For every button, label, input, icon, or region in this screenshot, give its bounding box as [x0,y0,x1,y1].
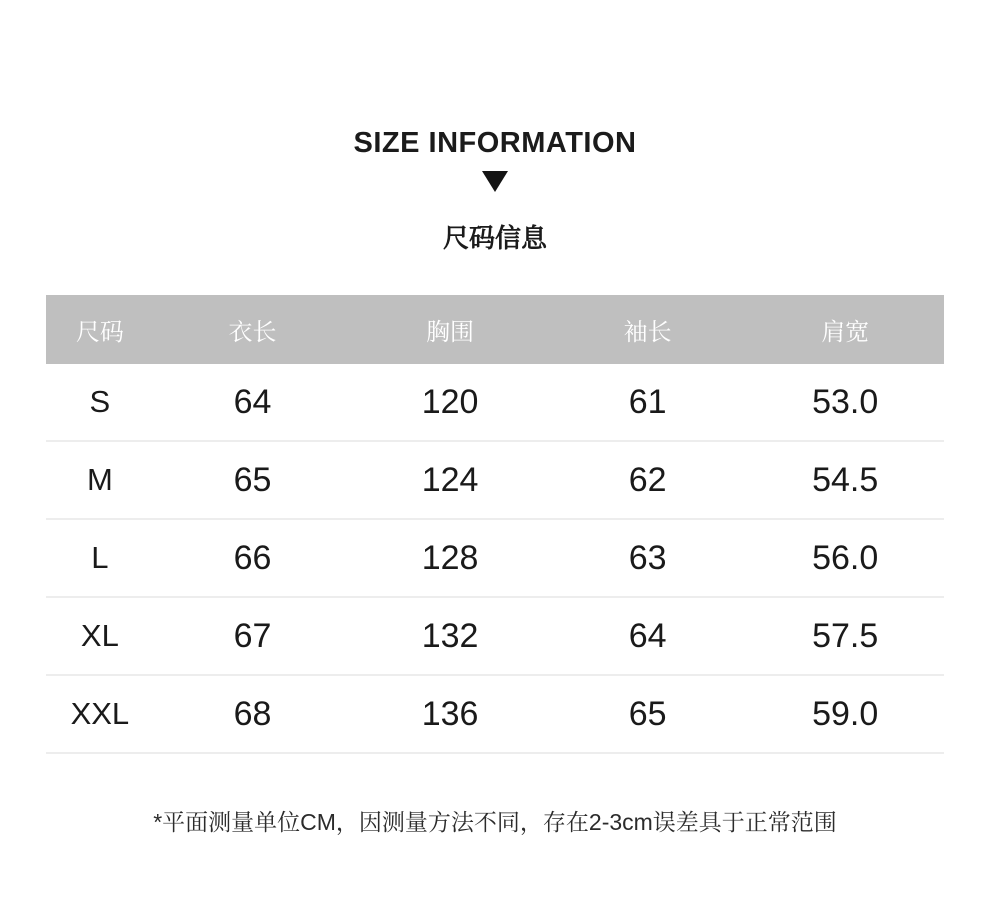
size-table-container [46,295,944,754]
size-table-header-row [46,295,944,364]
size-cell: XXL [46,675,154,753]
shoulder-cell: 54.5 [746,441,944,519]
size-table [46,295,944,754]
sleeve-cell: 62 [549,441,747,519]
sleeve-cell: 64 [549,597,747,675]
chest-cell: 120 [351,364,549,441]
length-cell: 67 [154,597,352,675]
column-header-size: 尺码 [46,295,154,364]
length-cell: 66 [154,519,352,597]
chest-cell: 136 [351,675,549,753]
size-cell: XL [46,597,154,675]
chest-cell: 132 [351,597,549,675]
size-cell: M [46,441,154,519]
page-title-en: SIZE INFORMATION [353,127,637,159]
chest-cell: 124 [351,441,549,519]
shoulder-cell: 59.0 [746,675,944,753]
table-row-l [46,519,944,597]
sleeve-cell: 65 [549,675,747,753]
table-row-xl [46,597,944,675]
measurement-footnote: *平面测量单位CM，因测量方法不同，存在2-3cm误差具于正常范围 [153,809,837,835]
length-cell: 65 [154,441,352,519]
table-row-xxl [46,675,944,753]
shoulder-cell: 56.0 [746,519,944,597]
column-header-length: 衣长 [154,295,352,364]
length-cell: 68 [154,675,352,753]
table-row-m [46,441,944,519]
sleeve-cell: 61 [549,364,747,441]
length-cell: 64 [154,364,352,441]
size-cell: L [46,519,154,597]
sleeve-cell: 63 [549,519,747,597]
down-triangle-icon [482,171,508,192]
table-row-s [46,364,944,441]
shoulder-cell: 57.5 [746,597,944,675]
chest-cell: 128 [351,519,549,597]
page-title-zh: 尺码信息 [442,223,547,253]
column-header-shoulder: 肩宽 [746,295,944,364]
column-header-chest: 胸围 [351,295,549,364]
shoulder-cell: 53.0 [746,364,944,441]
column-header-sleeve: 袖长 [549,295,747,364]
size-cell: S [46,364,154,441]
